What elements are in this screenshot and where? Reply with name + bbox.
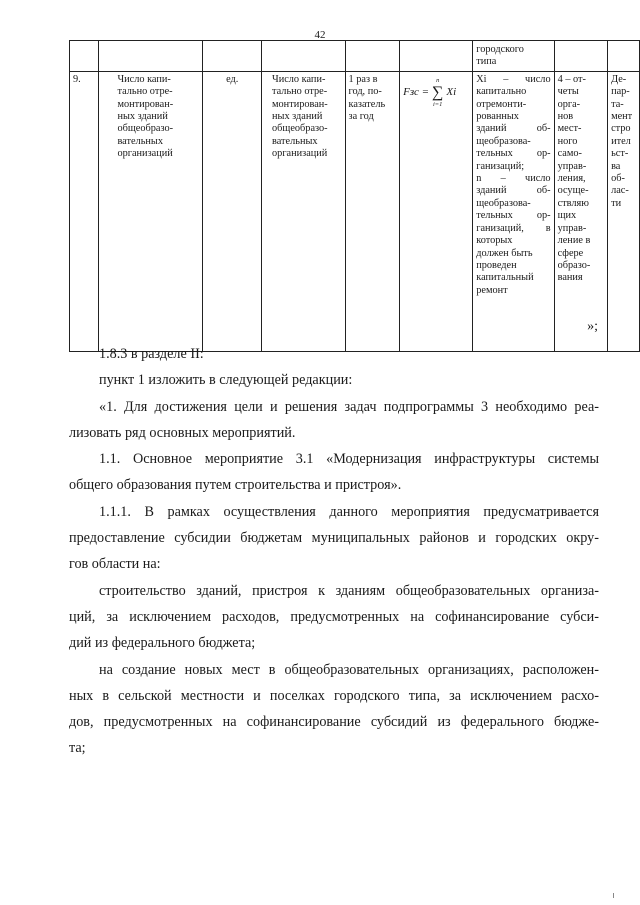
sum-upper-limit: n [436, 76, 440, 84]
variables-line: тельных ор- [476, 210, 551, 222]
text-line: ных в сельской местности и поселках городского типа, за исключением расхо- [69, 687, 599, 704]
text-line: 1.1. Основное мероприятие 3.1 «Модернизация инфраструктуры системы [99, 451, 599, 468]
text-line: 1.8.3 в разделе II: [99, 346, 204, 362]
text-line: строительство зданий, пристроя к зданиям общеобразовательных организа- [99, 582, 599, 599]
text-line: лизовать ряд основных мероприятий. [69, 424, 296, 441]
formula-term: Xi [446, 86, 457, 99]
text-line: ций, за исключением расходов, предусмотренных на софинансирование субси- [69, 608, 599, 625]
sum-symbol [432, 76, 443, 109]
cell-unit: ед. [203, 71, 262, 351]
cell-empty [554, 41, 607, 72]
variables-line: должен быть [476, 247, 533, 259]
cell-empty [99, 41, 203, 72]
variables-line: которых [476, 235, 513, 247]
variables-line: ганизаций, в [476, 222, 551, 234]
variables-line: ганизаций; [476, 160, 525, 172]
text-line: дий из федерального бюджета; [69, 635, 256, 652]
text-line: предоставление субсидии бюджетам муниципальных районов и городских окру- [69, 530, 599, 547]
text-line: та; [69, 740, 86, 757]
cell-formula [400, 71, 473, 351]
cell-source: 4 – от- четы орга- нов мест- ного само- управ- ления, осуще- ствляю щих управ- ление в сфере образо- вания [554, 71, 607, 351]
cell-empty [262, 41, 345, 72]
scan-mark [613, 893, 614, 898]
variables-line: зданий об- [476, 123, 551, 135]
sum-lower-limit: i=1 [432, 100, 443, 108]
closing-quote: »; [587, 319, 598, 334]
text-line: 1.1.1. В рамках осуществления данного мероприятия предусматривается [99, 503, 599, 520]
page-number: 42 [314, 29, 326, 41]
variables-line: щеобразова- [476, 135, 531, 147]
formula-lhs: Fзс = [403, 86, 430, 99]
variables-line: n – число [476, 173, 551, 185]
cell-periodicity: 1 раз в год, по- казатель за год [345, 71, 400, 351]
cell-empty [608, 41, 640, 72]
text-line: на создание новых мест в общеобразовательных организациях, расположен- [99, 661, 599, 678]
variables-line: зданий об- [476, 185, 551, 197]
cell-indicator: Число капи- тально отре- монтирован- ных зданий общеобразо- вательных организаций [99, 71, 203, 351]
cell-responsible: Де- пар- та- мент стро ител ьст- ва об- лас- ти [608, 71, 640, 351]
text-line: «1. Для достижения цели и решения задач подпрограммы 3 необходимо реа- [99, 398, 599, 415]
variables-line: щеобразова- [476, 197, 531, 209]
variables-line: капитальный [476, 272, 534, 284]
text-line: гов области на: [69, 556, 161, 573]
variables-line: тельных ор- [476, 148, 551, 160]
cell-empty [345, 41, 400, 72]
cell-empty [203, 41, 262, 72]
cell-continued-text: городского типа [473, 41, 554, 72]
variables-line: капитально [476, 86, 527, 98]
variables-line: ремонт [476, 284, 508, 296]
cell-variables [473, 71, 554, 351]
cell-empty [400, 41, 473, 72]
body-text [69, 341, 599, 762]
cell-number: 9. [70, 71, 99, 351]
table-row-continued [70, 41, 640, 72]
sigma-icon: ∑ [432, 83, 444, 101]
text-line: дов, предусмотренных на софинансирование субсидий из федерального бюдже- [69, 714, 599, 731]
cell-empty [70, 41, 99, 72]
text-line: пункт 1 изложить в следующей редакции: [99, 372, 353, 389]
variables-line: рованных [476, 111, 519, 123]
table-row [70, 71, 640, 351]
cell-definition: Число капи- тально отре- монтирован- ных зданий общеобразо- вательных организаций [262, 71, 345, 351]
variables-line: отремонти- [476, 98, 527, 110]
indicators-table [69, 40, 640, 352]
formula [403, 74, 469, 109]
variables-line: Xi – число [476, 73, 551, 85]
variables-line: проведен [476, 259, 517, 271]
text-line: общего образования путем строительства и пристроя». [69, 477, 402, 494]
